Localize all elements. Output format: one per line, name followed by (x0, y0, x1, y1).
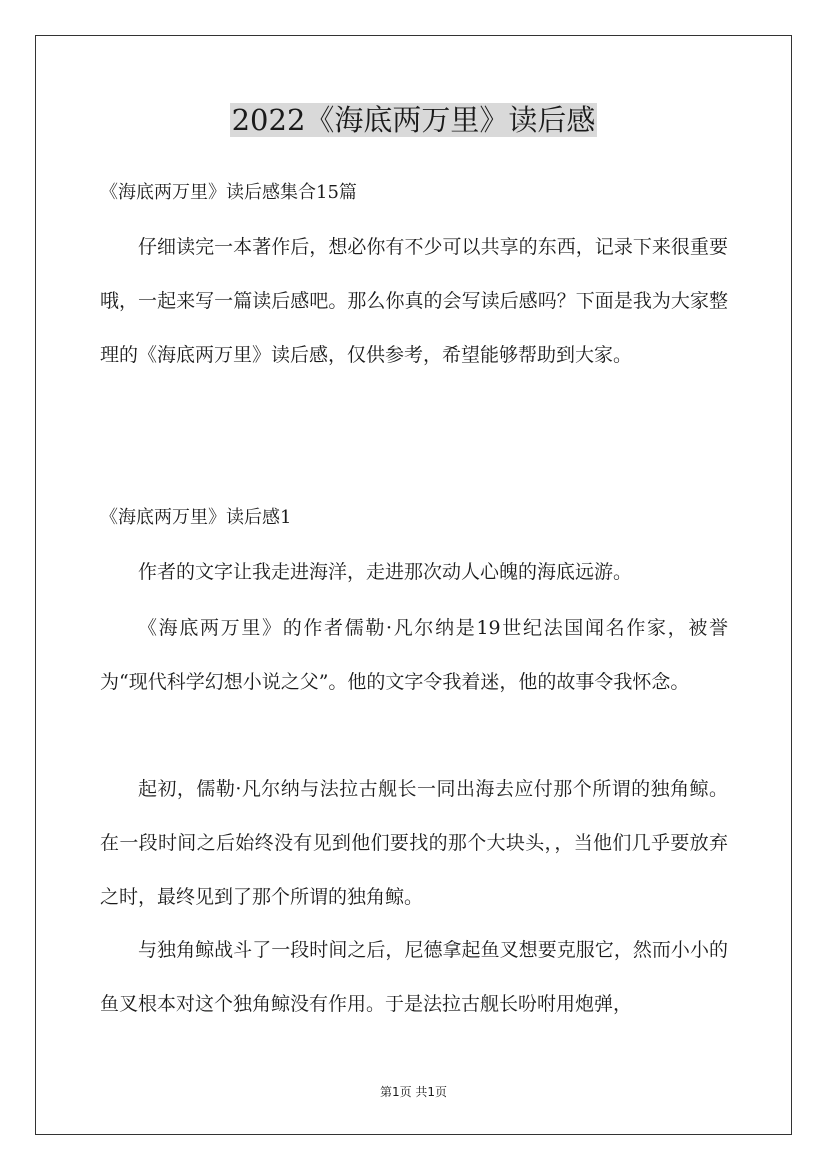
section-heading: 《海底两万里》读后感1 (100, 507, 292, 528)
document-title-text: 2022《海底两万里》读后感 (231, 103, 596, 137)
body-paragraph: 作者的文字让我走进海洋，走进那次动人心魄的海底远游。 (138, 561, 633, 583)
body-paragraph: 《海底两万里》的作者儒勒·凡尔纳是19世纪法国闻名作家，被誉为“现代科学幻想小说之父”。他的文字令我着迷，他的故事令我怀念。 (100, 617, 728, 693)
page-footer: 第1页 共1页 (379, 1085, 448, 1099)
document-subtitle: 《海底两万里》读后感集合15篇 (100, 182, 357, 203)
document-title (0, 98, 827, 142)
body-paragraph: 起初，儒勒·凡尔纳与法拉古舰长一同出海去应付那个所谓的独角鲸。在一段时间之后始终没有见到他们要找的那个大块头，，当他们几乎要放弃之时，最终见到了那个所谓的独角鲸。 (100, 778, 728, 908)
intro-paragraph: 仔细读完一本著作后，想必你有不少可以共享的东西，记录下来很重要哦，一起来写一篇读后感吧。那么你真的会写读后感吗？下面是我为大家整理的《海底两万里》读后感，仅供参考，希望能够帮助到大家。 (100, 236, 728, 366)
body-paragraph: 与独角鲸战斗了一段时间之后，尼德拿起鱼叉想要克服它，然而小小的鱼叉根本对这个独角鲸没有作用。于是法拉古舰长吩咐用炮弹， (100, 939, 728, 1015)
